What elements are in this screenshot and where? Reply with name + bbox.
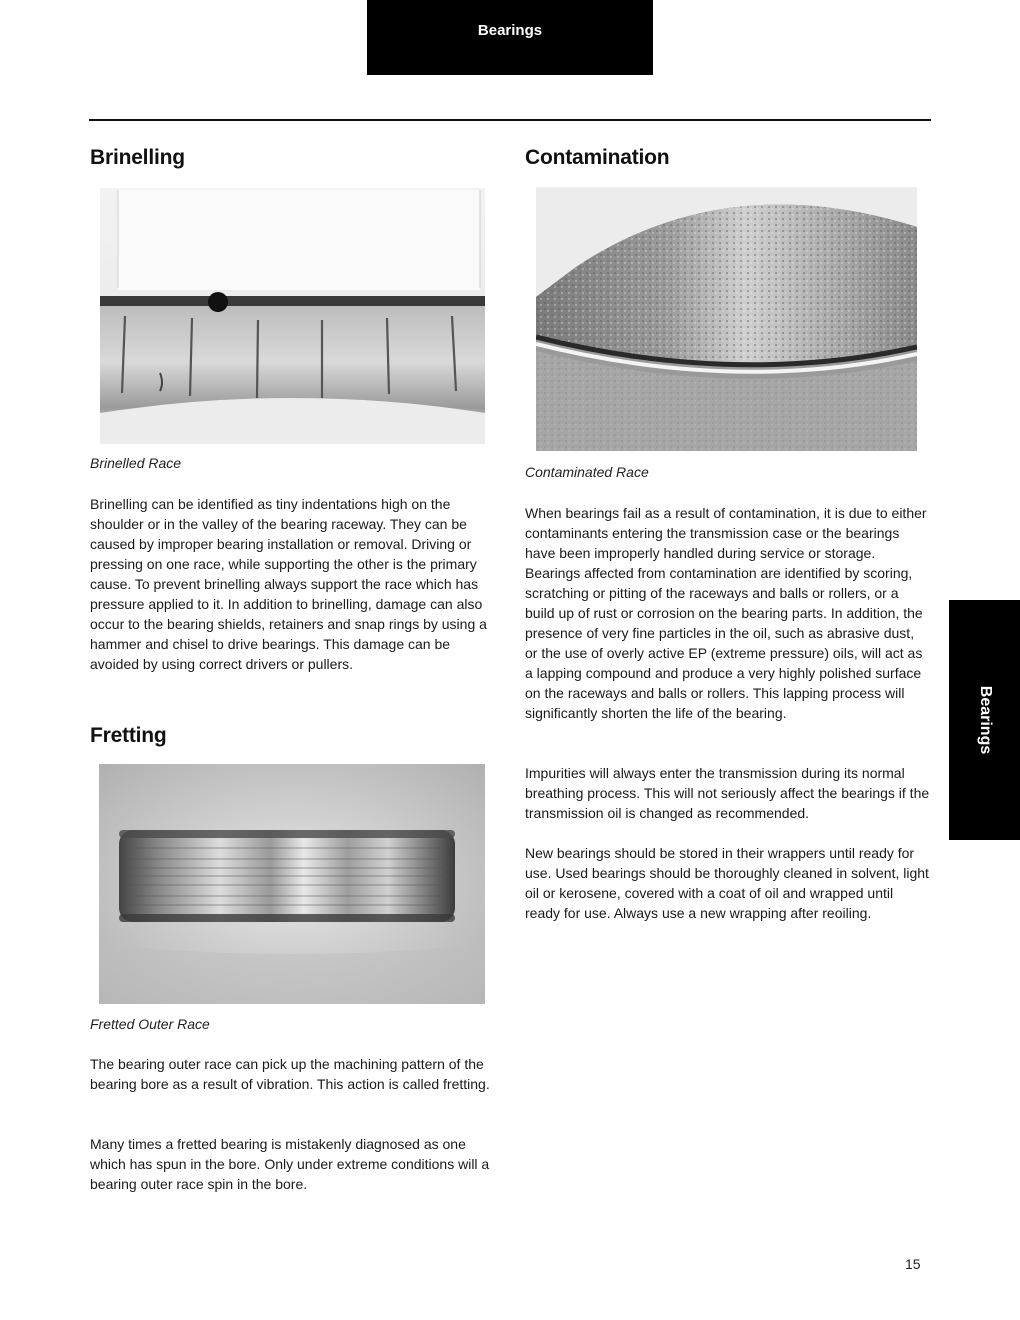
brinelling-heading: Brinelling [90, 146, 185, 169]
contaminated-race-caption: Contaminated Race [525, 464, 649, 480]
brinelling-paragraph: Brinelling can be identified as tiny indentations high on the shoulder or in the valley of the bearing raceway. They can be caused by improper bearing installation or removal. Driving or pressing on one race, while supporting the other is the primary cause. To prevent brinelling always support the race which has pressure applied to it. In addition to brinelling, damage can also occur to the bearing shields, retainers and snap rings by using a hammer and chisel to drive bearings. This damage can be avoided by using correct drivers or pullers. [90, 496, 487, 672]
contamination-paragraph-1: When bearings fail as a result of contamination, it is due to either contaminants entering the transmission case or the bearings have been improperly handled during service or storage. Bearings affected from contamination are identified by scoring, scratching or pitting of the raceways and balls or rollers, or a build up of rust or corrosion on the bearing parts. In addition, the presence of very fine particles in the oil, such as abrasive dust, or the use of overly active EP (extreme pressure) oils, will act as a lapping compound and produce a very highly polished surface on the raceways and balls or rollers. This lapping process will significantly shorten the life of the bearing. [525, 505, 927, 721]
header-section-tab [367, 0, 653, 75]
fretting-paragraph-2: Many times a fretted bearing is mistakenly diagnosed as one which has spun in the bore. Only under extreme conditions will a bearing outer race spin in the bore. [90, 1136, 490, 1192]
header-rule [89, 119, 931, 121]
brinelled-race-caption: Brinelled Race [90, 455, 182, 471]
contamination-heading: Contamination [525, 146, 670, 169]
fretting-paragraph-1: The bearing outer race can pick up the machining pattern of the bearing bore as a result of vibration. This action is called fretting. [90, 1056, 490, 1092]
page-number: 15 [905, 1256, 921, 1272]
fretted-outer-race-photo [99, 764, 485, 1004]
side-tab-label: Bearings [976, 685, 994, 755]
fretted-outer-race-caption: Fretted Outer Race [90, 1016, 210, 1032]
brinelled-race-photo [100, 188, 485, 444]
fretting-heading: Fretting [90, 724, 167, 747]
contaminated-race-photo [536, 187, 917, 451]
contamination-paragraph-2: Impurities will always enter the transmission during its normal breathing process. This will not seriously affect the bearings if the transmission oil is changed as recommended. [525, 765, 930, 821]
contamination-paragraph-3: New bearings should be stored in their wrappers until ready for use. Used bearings should be thoroughly cleaned in solvent, light oil or kerosene, covered with a coat of oil and wrapped until ready for use. Always use a new wrapping after reoiling. [525, 845, 929, 921]
header-tab-label: Bearings [477, 22, 543, 39]
side-section-tab [949, 600, 1020, 840]
